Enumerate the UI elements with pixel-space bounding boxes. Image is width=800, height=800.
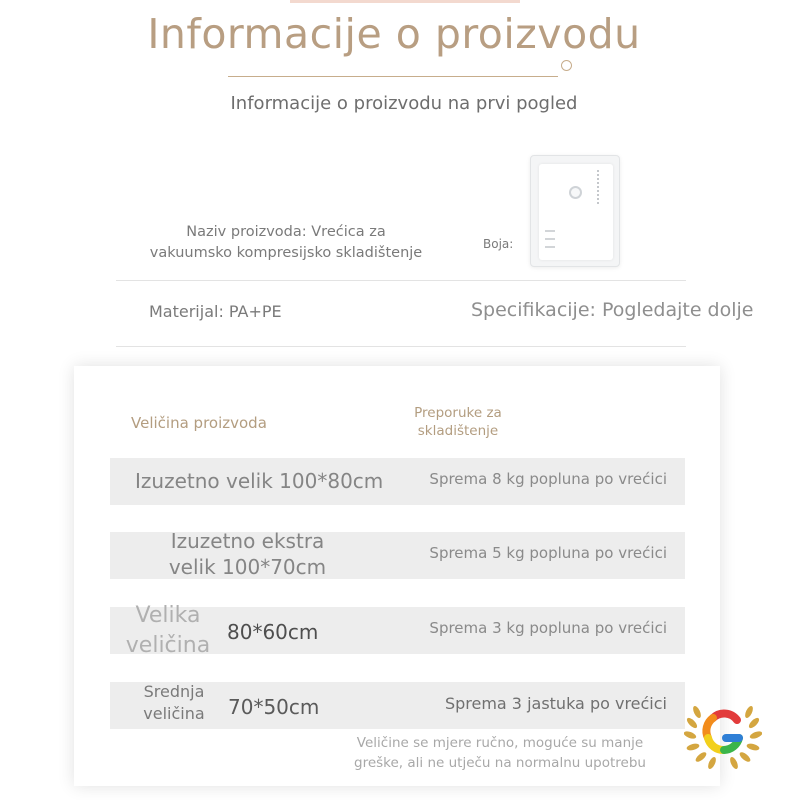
row-dimensions: 70*50cm: [228, 695, 320, 719]
measurement-note: [320, 733, 680, 773]
row-size-name-line2: veličina: [125, 633, 211, 658]
color-label: Boja:: [483, 237, 514, 251]
title-underline: [228, 76, 558, 77]
table-row: [110, 603, 685, 658]
row-size-name: [110, 681, 238, 725]
table-header-storage-line1: Preporuke za: [414, 405, 502, 421]
bag-marker-icon: [545, 238, 555, 240]
row-size-line2: velik 100*70cm: [168, 555, 327, 579]
table-row: [110, 682, 685, 729]
white-vacuum-bag-icon: [530, 155, 620, 267]
product-name: [118, 222, 454, 264]
row-size-name-line1: Velika: [135, 603, 201, 628]
page-subtitle: Informacije o proizvodu na prvi pogled: [230, 93, 578, 114]
divider: [116, 280, 686, 281]
measurement-note-line2: greške, ali ne utječu na normalnu upotrebu: [354, 755, 646, 771]
row-storage: Sprema 3 jastuka po vrećici: [444, 694, 667, 713]
table-header-storage-line2: skladištenje: [417, 423, 499, 439]
product-name-line1: Naziv proizvoda: Vrećica za: [186, 224, 386, 240]
row-size-line1: Izuzetno ekstra: [170, 529, 325, 553]
row-size: Izuzetno velik 100*80cm: [135, 469, 384, 493]
row-size-name: [110, 601, 226, 661]
laurel-wreath-rainbow-g-badge-icon: [684, 696, 762, 770]
row-size-name-line1: Srednja: [143, 682, 205, 701]
bag-valve-icon: [569, 186, 582, 199]
row-storage: Sprema 3 kg popluna po vrećici: [429, 619, 667, 637]
row-storage: Sprema 8 kg popluna po vrećici: [429, 470, 667, 488]
title-underline-dot-icon: [561, 60, 572, 71]
row-size-name-line2: veličina: [143, 704, 205, 723]
row-size: [110, 528, 385, 580]
table-row: [110, 529, 685, 579]
page-title: Informacije o proizvodu: [147, 10, 641, 58]
row-dimensions: 80*60cm: [227, 620, 319, 644]
row-storage: Sprema 5 kg popluna po vrećici: [429, 544, 667, 562]
specifications-info: Specifikacije: Pogledajte dolje: [471, 299, 754, 321]
product-name-line2: vakuumsko kompresijsko skladištenje: [149, 245, 423, 261]
top-accent-bar: [290, 0, 520, 3]
table-row: [110, 458, 685, 505]
divider: [116, 346, 686, 347]
measurement-note-line1: Veličine se mjere ručno, moguće su manje: [356, 735, 644, 751]
material-info: Materijal: PA+PE: [149, 302, 282, 321]
bag-label-icon: [597, 170, 607, 204]
bag-marker-icon: [545, 246, 555, 248]
bag-marker-icon: [545, 230, 555, 232]
table-header-size: Veličina proizvoda: [131, 414, 267, 432]
table-header-storage: [400, 404, 516, 440]
bag-panel: [539, 164, 613, 260]
